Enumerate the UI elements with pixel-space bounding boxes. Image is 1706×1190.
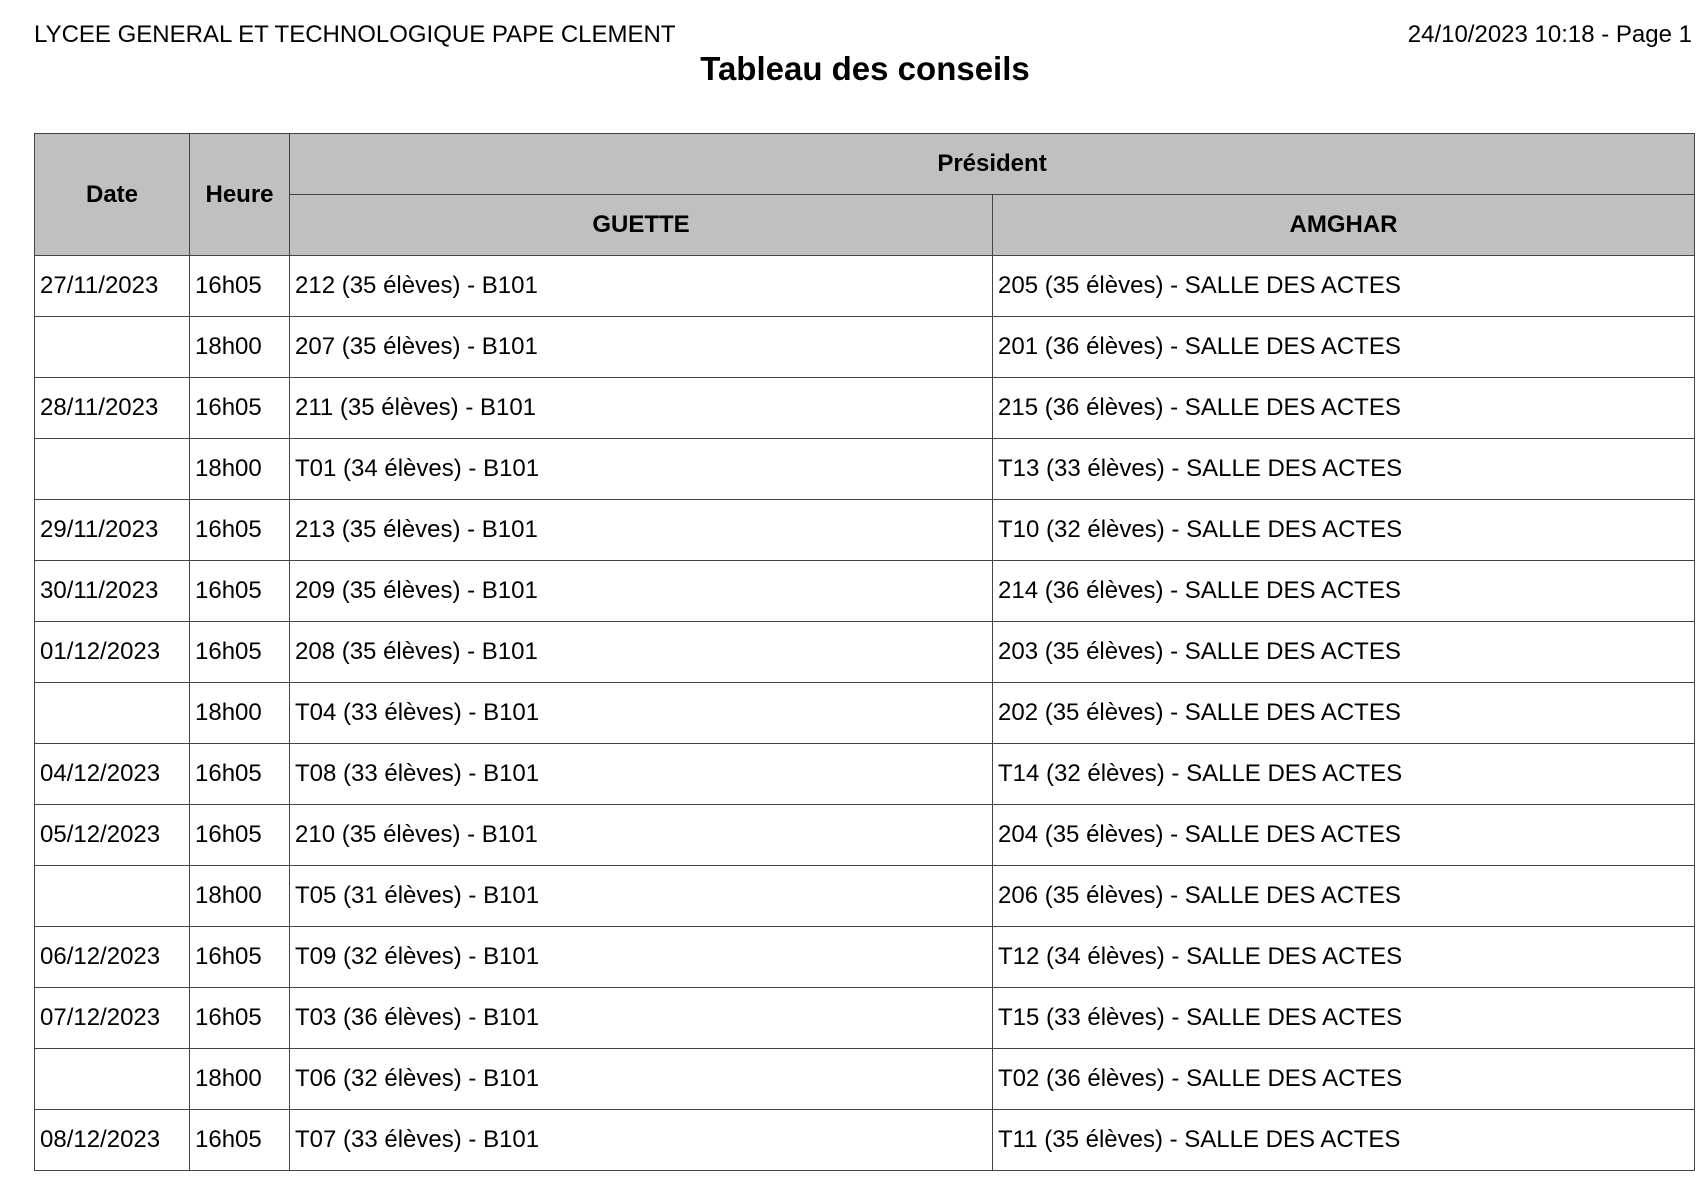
header-row-top: [35, 134, 1695, 195]
date-cell: 28/11/2023: [35, 378, 190, 439]
column-group-president: Président: [290, 134, 1695, 195]
councils-table: [34, 133, 1695, 1171]
amghar-cell: 203 (35 élèves) - SALLE DES ACTES: [993, 622, 1695, 683]
date-cell: [35, 866, 190, 927]
table-row: [35, 317, 1695, 378]
table-row: [35, 1049, 1695, 1110]
column-header-date: Date: [35, 134, 190, 256]
hour-cell: 18h00: [190, 683, 290, 744]
guette-cell: T04 (33 élèves) - B101: [290, 683, 993, 744]
table-row: [35, 927, 1695, 988]
hour-cell: 16h05: [190, 256, 290, 317]
date-cell: 01/12/2023: [35, 622, 190, 683]
table-row: [35, 744, 1695, 805]
date-cell: 08/12/2023: [35, 1110, 190, 1171]
amghar-cell: 205 (35 élèves) - SALLE DES ACTES: [993, 256, 1695, 317]
guette-cell: 210 (35 élèves) - B101: [290, 805, 993, 866]
hour-cell: 16h05: [190, 500, 290, 561]
hour-cell: 16h05: [190, 622, 290, 683]
date-cell: [35, 317, 190, 378]
guette-cell: T01 (34 élèves) - B101: [290, 439, 993, 500]
guette-cell: 207 (35 élèves) - B101: [290, 317, 993, 378]
column-header-guette: GUETTE: [290, 195, 993, 256]
hour-cell: 16h05: [190, 988, 290, 1049]
hour-cell: 16h05: [190, 378, 290, 439]
amghar-cell: T11 (35 élèves) - SALLE DES ACTES: [993, 1110, 1695, 1171]
table-row: [35, 683, 1695, 744]
table-row: [35, 622, 1695, 683]
guette-cell: T06 (32 élèves) - B101: [290, 1049, 993, 1110]
amghar-cell: 214 (36 élèves) - SALLE DES ACTES: [993, 561, 1695, 622]
amghar-cell: T13 (33 élèves) - SALLE DES ACTES: [993, 439, 1695, 500]
guette-cell: T07 (33 élèves) - B101: [290, 1110, 993, 1171]
date-cell: 05/12/2023: [35, 805, 190, 866]
table-row: [35, 988, 1695, 1049]
table-row: [35, 439, 1695, 500]
table-row: [35, 256, 1695, 317]
amghar-cell: 201 (36 élèves) - SALLE DES ACTES: [993, 317, 1695, 378]
date-cell: 04/12/2023: [35, 744, 190, 805]
table-row: [35, 805, 1695, 866]
hour-cell: 18h00: [190, 317, 290, 378]
amghar-cell: T02 (36 élèves) - SALLE DES ACTES: [993, 1049, 1695, 1110]
amghar-cell: 202 (35 élèves) - SALLE DES ACTES: [993, 683, 1695, 744]
column-header-hour: Heure: [190, 134, 290, 256]
guette-cell: 213 (35 élèves) - B101: [290, 500, 993, 561]
amghar-cell: T15 (33 élèves) - SALLE DES ACTES: [993, 988, 1695, 1049]
date-cell: 27/11/2023: [35, 256, 190, 317]
table-row: [35, 866, 1695, 927]
amghar-cell: T12 (34 élèves) - SALLE DES ACTES: [993, 927, 1695, 988]
date-cell: 30/11/2023: [35, 561, 190, 622]
guette-cell: 211 (35 élèves) - B101: [290, 378, 993, 439]
guette-cell: T09 (32 élèves) - B101: [290, 927, 993, 988]
guette-cell: T03 (36 élèves) - B101: [290, 988, 993, 1049]
page-title: Tableau des conseils: [700, 50, 1030, 87]
date-cell: [35, 683, 190, 744]
table-row: [35, 378, 1695, 439]
table-body: [35, 256, 1695, 1171]
hour-cell: 18h00: [190, 1049, 290, 1110]
table-row: [35, 500, 1695, 561]
hour-cell: 16h05: [190, 1110, 290, 1171]
hour-cell: 16h05: [190, 927, 290, 988]
guette-cell: 209 (35 élèves) - B101: [290, 561, 993, 622]
amghar-cell: T10 (32 élèves) - SALLE DES ACTES: [993, 500, 1695, 561]
amghar-cell: 215 (36 élèves) - SALLE DES ACTES: [993, 378, 1695, 439]
hour-cell: 16h05: [190, 744, 290, 805]
date-cell: [35, 439, 190, 500]
print-timestamp: 24/10/2023 10:18 - Page 1: [1407, 21, 1692, 48]
column-header-amghar: AMGHAR: [993, 195, 1695, 256]
date-cell: 29/11/2023: [35, 500, 190, 561]
amghar-cell: T14 (32 élèves) - SALLE DES ACTES: [993, 744, 1695, 805]
hour-cell: 18h00: [190, 439, 290, 500]
amghar-cell: 206 (35 élèves) - SALLE DES ACTES: [993, 866, 1695, 927]
table-row: [35, 561, 1695, 622]
guette-cell: 208 (35 élèves) - B101: [290, 622, 993, 683]
hour-cell: 16h05: [190, 561, 290, 622]
school-name: LYCEE GENERAL ET TECHNOLOGIQUE PAPE CLEMENT: [34, 21, 676, 48]
guette-cell: T08 (33 élèves) - B101: [290, 744, 993, 805]
date-cell: [35, 1049, 190, 1110]
hour-cell: 16h05: [190, 805, 290, 866]
date-cell: 07/12/2023: [35, 988, 190, 1049]
table-row: [35, 1110, 1695, 1171]
guette-cell: 212 (35 élèves) - B101: [290, 256, 993, 317]
amghar-cell: 204 (35 élèves) - SALLE DES ACTES: [993, 805, 1695, 866]
date-cell: 06/12/2023: [35, 927, 190, 988]
guette-cell: T05 (31 élèves) - B101: [290, 866, 993, 927]
hour-cell: 18h00: [190, 866, 290, 927]
